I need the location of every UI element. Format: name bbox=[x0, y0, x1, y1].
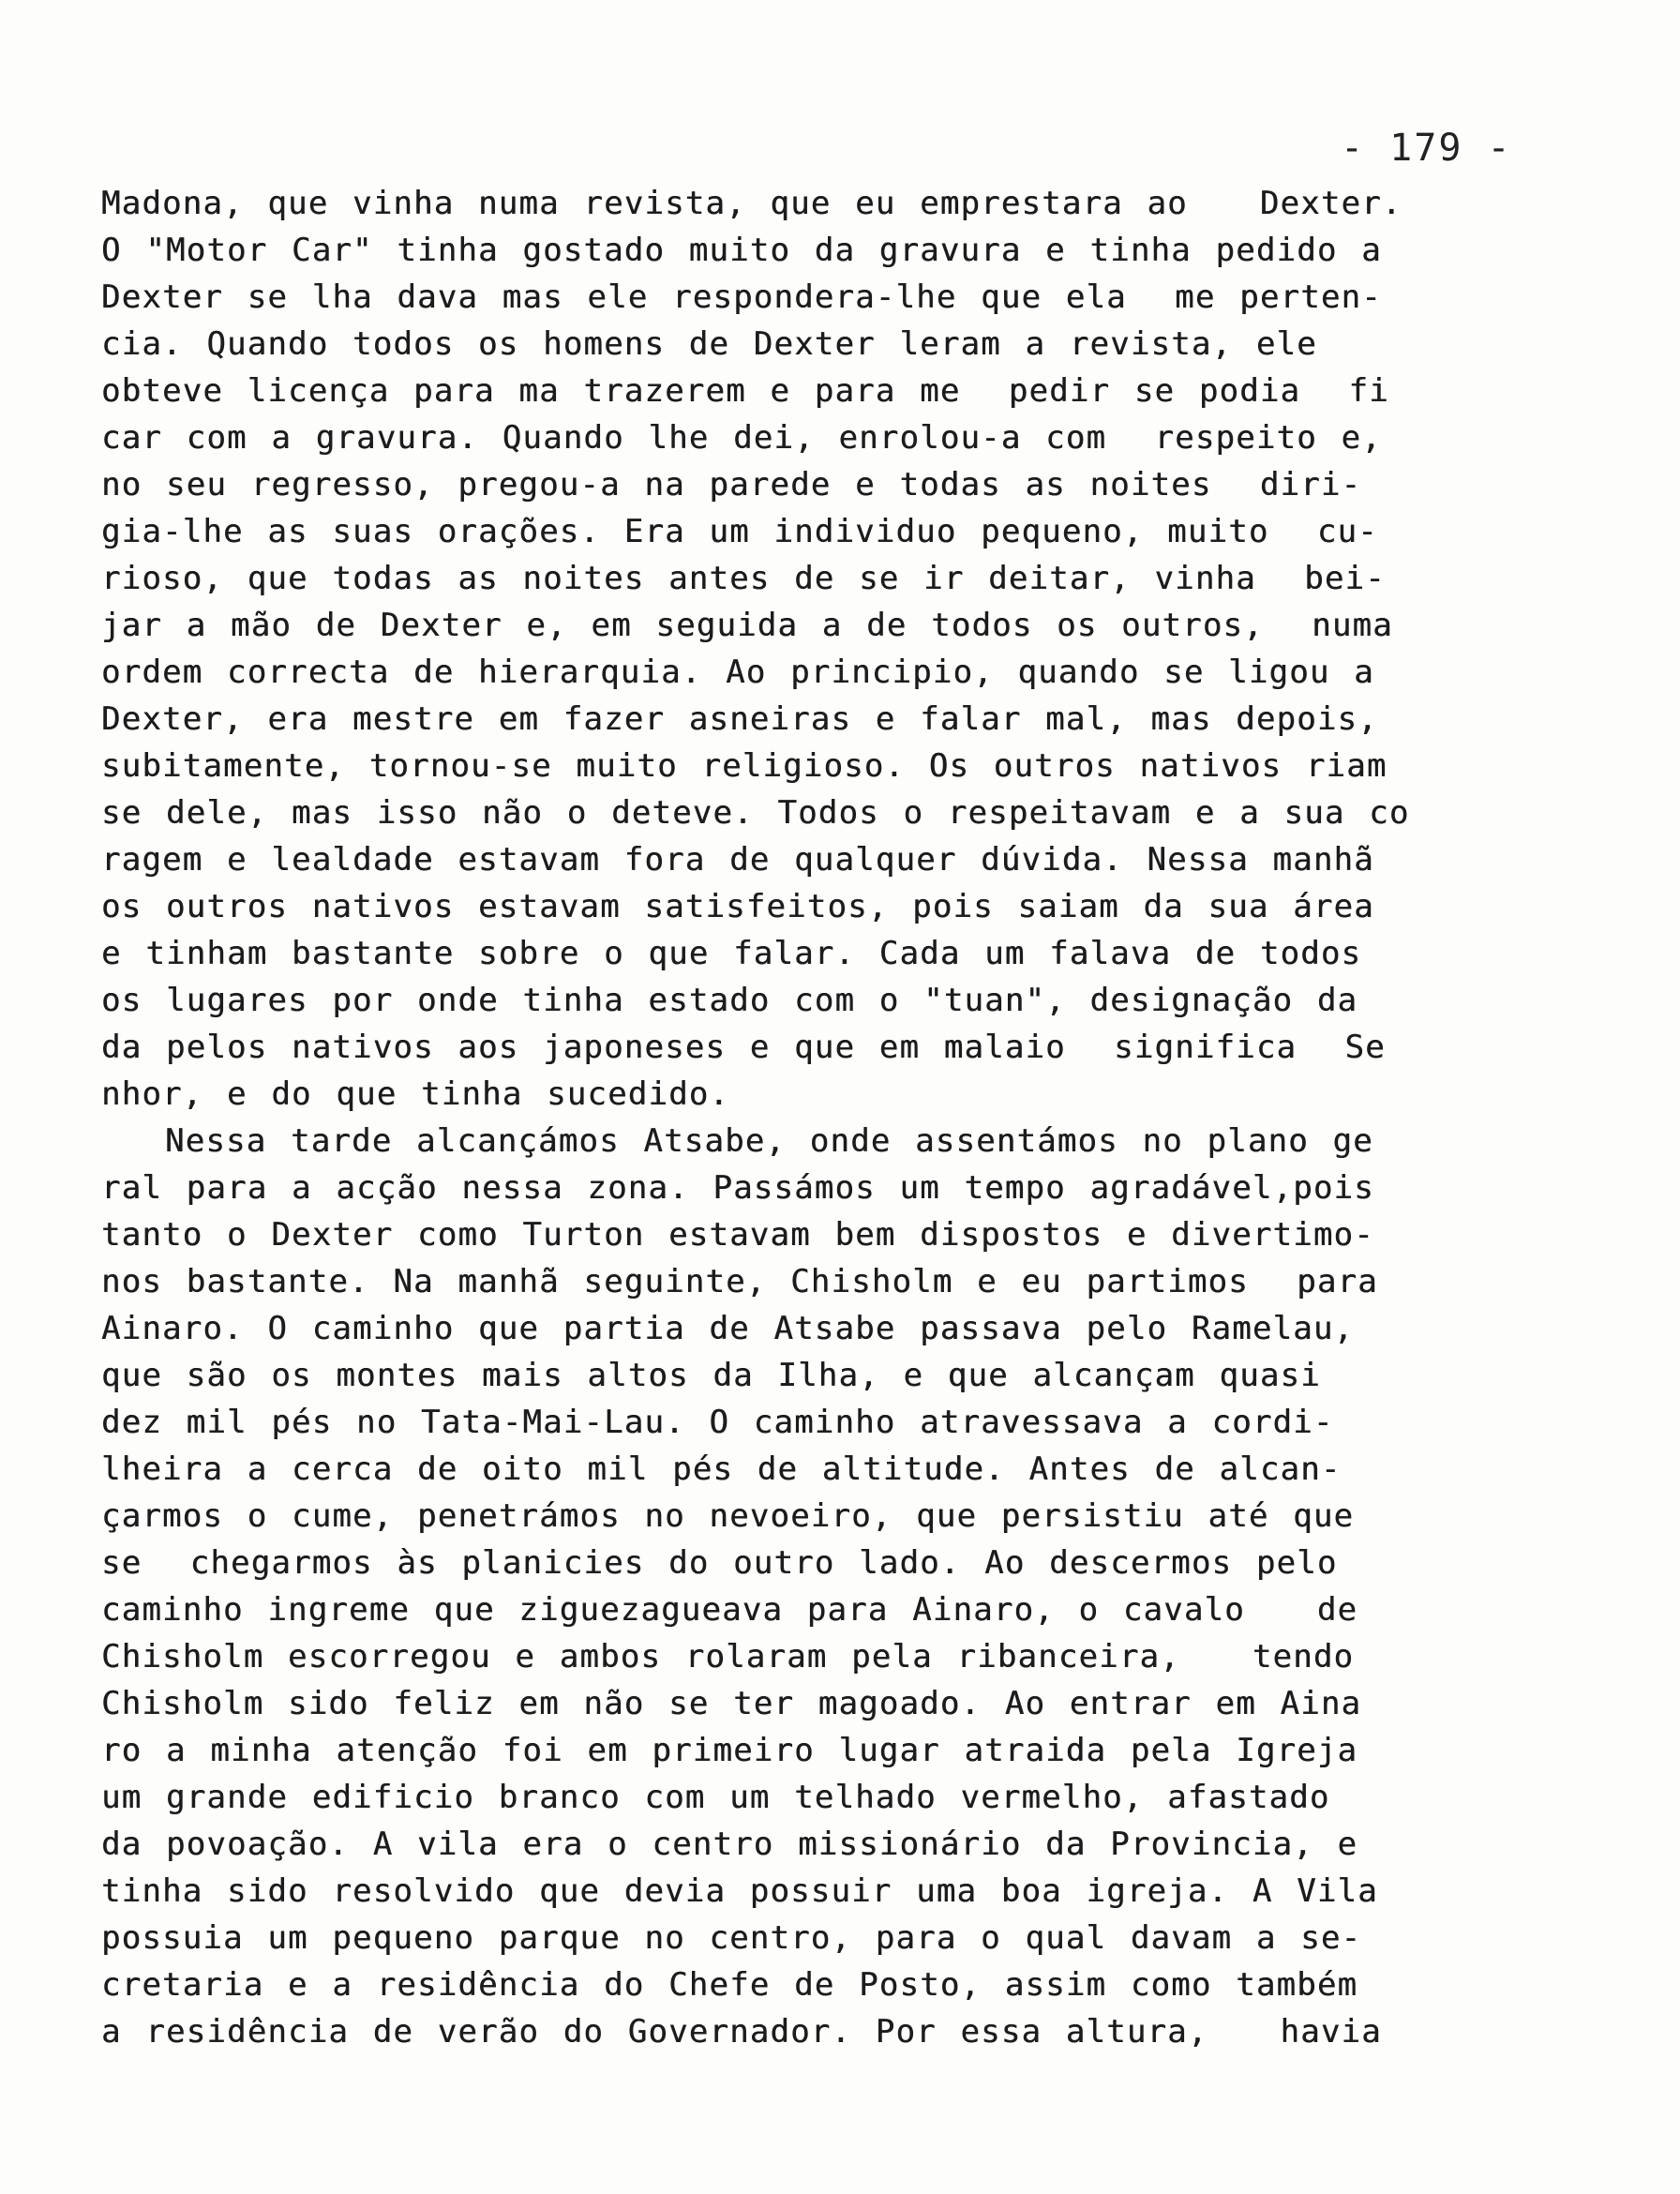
text-line: dez mil pés no Tata-Mai-Lau. O caminho atravessava a cordi- bbox=[101, 1404, 1334, 1441]
text-line: jar a mão de Dexter e, em seguida a de todos os outros, numa bbox=[101, 607, 1393, 644]
text-line: da povoação. A vila era o centro missionário da Provincia, e bbox=[101, 1826, 1358, 1863]
page-number: - 179 - bbox=[1341, 127, 1512, 170]
text-line: çarmos o cume, penetrámos no nevoeiro, que persistiu até que bbox=[101, 1497, 1355, 1535]
text-line: car com a gravura. Quando lhe dei, enrolou-a com respeito e, bbox=[101, 419, 1382, 457]
text-line: nhor, e do que tinha sucedido. bbox=[101, 1075, 730, 1113]
text-line: ordem correcta de hierarquia. Ao principio, quando se ligou a bbox=[101, 654, 1374, 691]
text-line: no seu regresso, pregou-a na parede e todas as noites diri- bbox=[101, 466, 1362, 503]
text-line: cia. Quando todos os homens de Dexter leram a revista, ele bbox=[101, 325, 1317, 363]
text-line: os outros nativos estavam satisfeitos, pois saiam da sua área bbox=[101, 888, 1374, 925]
text-line: Dexter se lha dava mas ele respondera-lhe que ela me perten- bbox=[101, 278, 1382, 316]
text-line: a residência de verão do Governador. Por essa altura, havia bbox=[101, 2013, 1382, 2051]
text-line: um grande edificio branco com um telhado vermelho, afastado bbox=[101, 1779, 1330, 1816]
text-line: gia-lhe as suas orações. Era um individuo pequeno, muito cu- bbox=[101, 513, 1378, 550]
text-line: Chisholm escorregou e ambos rolaram pela ribanceira, tendo bbox=[101, 1638, 1355, 1676]
text-line: possuia um pequeno parque no centro, para o qual davam a se- bbox=[101, 1919, 1362, 1957]
text-line: lheira a cerca de oito mil pés de altitude. Antes de alcan- bbox=[101, 1450, 1342, 1488]
text-line: os lugares por onde tinha estado com o "tuan", designação da bbox=[101, 982, 1358, 1019]
text-line: rioso, que todas as noites antes de se ir deitar, vinha bei- bbox=[101, 560, 1386, 597]
text-line: ral para a acção nessa zona. Passámos um tempo agradável,pois bbox=[101, 1169, 1374, 1207]
text-line: da pelos nativos aos japoneses e que em malaio significa Se bbox=[101, 1029, 1386, 1066]
text-line: nos bastante. Na manhã seguinte, Chisholm e eu partimos para bbox=[101, 1263, 1378, 1300]
text-line: cretaria e a residência do Chefe de Posto, assim como também bbox=[101, 1966, 1358, 2004]
text-line: e tinham bastante sobre o que falar. Cada um falava de todos bbox=[101, 935, 1362, 972]
text-line: Dexter, era mestre em fazer asneiras e falar mal, mas depois, bbox=[101, 700, 1378, 738]
paragraph-first-line: Nessa tarde alcançámos Atsabe, onde assentámos no plano ge bbox=[165, 1122, 1373, 1160]
text-line: ro a minha atenção foi em primeiro lugar atraida pela Igreja bbox=[101, 1732, 1358, 1769]
text-line: que são os montes mais altos da Ilha, e que alcançam quasi bbox=[101, 1357, 1321, 1394]
text-line: subitamente, tornou-se muito religioso. Os outros nativos riam bbox=[101, 747, 1388, 785]
text-line: tinha sido resolvido que devia possuir uma boa igreja. A Vila bbox=[101, 1872, 1378, 1910]
body-text bbox=[101, 180, 1545, 2055]
text-line: O "Motor Car" tinha gostado muito da gravura e tinha pedido a bbox=[101, 232, 1382, 269]
text-line: caminho ingreme que ziguezagueava para Ainaro, o cavalo de bbox=[101, 1591, 1358, 1629]
text-line: Madona, que vinha numa revista, que eu emprestara ao Dexter. bbox=[101, 185, 1402, 222]
text-line: se dele, mas isso não o deteve. Todos o respeitavam e a sua co bbox=[101, 794, 1410, 832]
text-line: Ainaro. O caminho que partia de Atsabe passava pelo Ramelau, bbox=[101, 1310, 1355, 1347]
text-line: obteve licença para ma trazerem e para me pedir se podia fi bbox=[101, 372, 1389, 410]
text-line: ragem e lealdade estavam fora de qualquer dúvida. Nessa manhã bbox=[101, 841, 1374, 879]
text-line: tanto o Dexter como Turton estavam bem dispostos e divertimo- bbox=[101, 1216, 1374, 1254]
text-line: se chegarmos às planicies do outro lado. Ao descermos pelo bbox=[101, 1544, 1338, 1582]
text-line: Chisholm sido feliz em não se ter magoado. Ao entrar em Aina bbox=[101, 1685, 1362, 1722]
